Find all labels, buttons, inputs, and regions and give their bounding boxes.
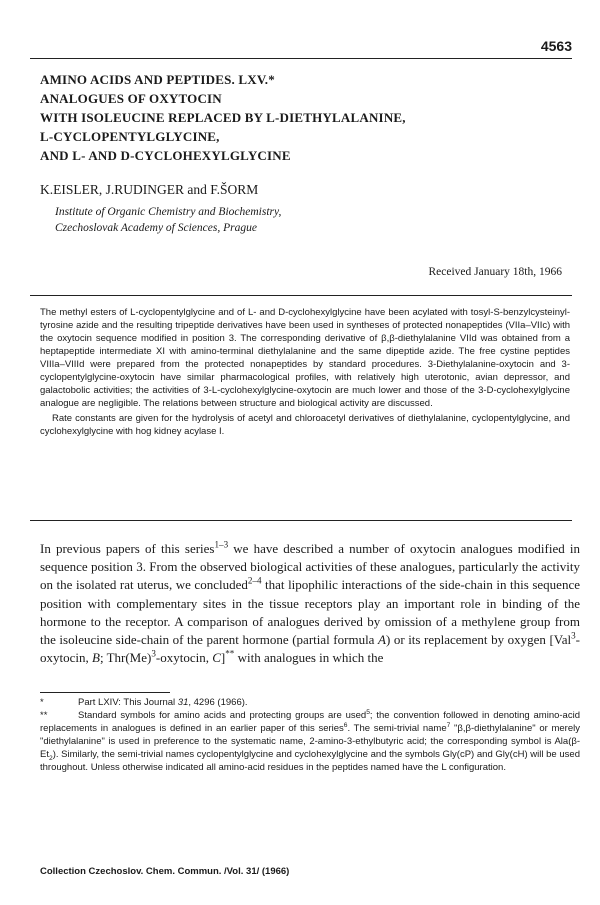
title-line-3: WITH ISOLEUCINE REPLACED BY L-DIETHYLALANINE,	[40, 110, 406, 125]
title-line-5: AND L- AND D-CYCLOHEXYLGLYCINE	[40, 148, 291, 163]
body-text-run: ) or its replacement by oxygen [Val	[385, 632, 572, 648]
journal-citation: Collection Czechoslov. Chem. Commun. /Vol. 31/ (1966)	[40, 866, 290, 877]
body-text-run: -oxytocin,	[40, 632, 580, 666]
reference-marker: 7	[446, 721, 451, 729]
affiliation-line-1: Institute of Organic Chemistry and Biochemistry,	[55, 206, 282, 218]
subscript: 2	[48, 754, 53, 762]
footnote-text: "β,β-diethylalanine" or merely "diethylalanine" is used in preference to the systematic name, 2-amino-3-ethylbutyric acid; the corresponding symbol is Ala(β-Et	[40, 723, 580, 760]
footnote-text: ). Similarly, the semi-trivial names cyclopentylglycine and cyclohexylglycine and the symbols Gly(cP) and Gly(cH) will be used throughout. Unless otherwise indicated all amino-acid residues in the peptides named have the L configuration.	[40, 749, 580, 773]
body-text-run: that lipophilic interactions of the side-chain in this sequence position with complementary sites in the tissue receptors play an important role in binding of the hormone to the receptor. A comparison of analogues derived by omission of a methylene group from the isoleucine side-chain of the parent hormone (partial formula	[40, 577, 580, 648]
footnote-text: ; the convention followed in denoting amino-acid replacements in analogues is defined in an earlier paper of this series	[40, 710, 580, 734]
reference-marker: 1–3	[214, 539, 229, 550]
affiliation	[55, 204, 281, 236]
body-text-run: we have described a number of oxytocin analogues modified in sequence position 3. From the observed biological activities of these analogues, particularly the activity on the isolated rat uterus, we concluded	[40, 541, 580, 593]
body-text-run: -oxytocin,	[155, 650, 213, 666]
body-text	[40, 540, 580, 667]
position-superscript: 3	[151, 648, 156, 659]
footnote-text: . The semi-trivial name	[347, 723, 447, 734]
body-paragraph	[40, 540, 580, 667]
position-superscript: 3	[571, 630, 576, 641]
footnote-text: Standard symbols for amino acids and protecting groups are used	[78, 710, 367, 721]
abstract-paragraph-1: The methyl esters of L-cyclopentylglycine and of L- and D-cyclohexylglycine have been acylated with tosyl-S-benzylcysteinyl-tyrosine azide and the resulting tripeptide derivatives have been used in syntheses of protected nonapeptides (VIIa–VIIc) with the oxytocin sequence modified in position 3. The corresponding derivative of β,β-diethylalanine VIId was obtained from a heptapeptide intermediate XI with amino-terminal diethylalanine and the same dipeptide azide. The free cystine peptides VIIIa–VIIId were prepared from the protected nonapeptides by standard procedures. 3-Diethylalanine-oxytocin and 3-cyclopentylglycine-oxytocin have similar pharmacological profiles, with relatively high uterotonic, avian depressor, and galactobolic activities; the activities of 3-L-cyclohexylglycine-oxytocin are much lower and those of the 3-D-cyclohexylglycine analogue are negligible. The relations between structure and biological activity are discussed.	[40, 307, 570, 409]
formula-label: B	[92, 650, 100, 666]
title-line-4: L-CYCLOPENTYLGLYCINE,	[40, 129, 220, 144]
reference-marker: 2–4	[247, 576, 262, 587]
body-text-run: In previous papers of this series	[40, 541, 215, 556]
footnote-rule	[40, 692, 170, 693]
header-rule	[30, 58, 572, 59]
author-list: K.EISLER, J.RUDINGER and F.ŠORM	[40, 182, 259, 197]
affiliation-line-2: Czechoslovak Academy of Sciences, Prague	[55, 222, 257, 234]
page-number: 4563	[540, 38, 572, 54]
title-line-1: AMINO ACIDS AND PEPTIDES. LXV.*	[40, 72, 275, 87]
footnote-volume: 31	[177, 697, 189, 708]
reference-marker: 5	[366, 708, 370, 716]
abstract-bottom-rule	[30, 520, 572, 521]
title-line-2: ANALOGUES OF OXYTOCIN	[40, 91, 222, 106]
footnotes	[40, 696, 580, 774]
received-date: Received January 18th, 1966	[428, 266, 562, 278]
footnote-1	[40, 696, 580, 709]
body-text-run: with analogues in which the	[234, 650, 384, 666]
body-text-run: ]	[220, 650, 226, 666]
footnote-text: , 4296 (1966).	[188, 697, 248, 708]
formula-label: C	[212, 650, 221, 666]
footnote-marker: **	[225, 648, 235, 659]
footnote-2	[40, 709, 580, 774]
abstract	[40, 306, 570, 438]
footnote-mark: *	[40, 697, 44, 708]
footnote-mark: **	[40, 710, 48, 721]
abstract-top-rule	[30, 295, 572, 296]
formula-label: A	[378, 632, 386, 648]
footnote-text: Part LXIV: This Journal	[78, 697, 178, 708]
article-title	[40, 70, 580, 165]
body-text-run: ; Thr(Me)	[99, 650, 152, 666]
abstract-paragraph-2: Rate constants are given for the hydrolysis of acetyl and chloroacetyl derivatives of diethylalanine, cyclopentylglycine, and cyclohexylglycine with hog kidney acylase I.	[40, 413, 570, 437]
reference-marker: 6	[343, 721, 348, 729]
